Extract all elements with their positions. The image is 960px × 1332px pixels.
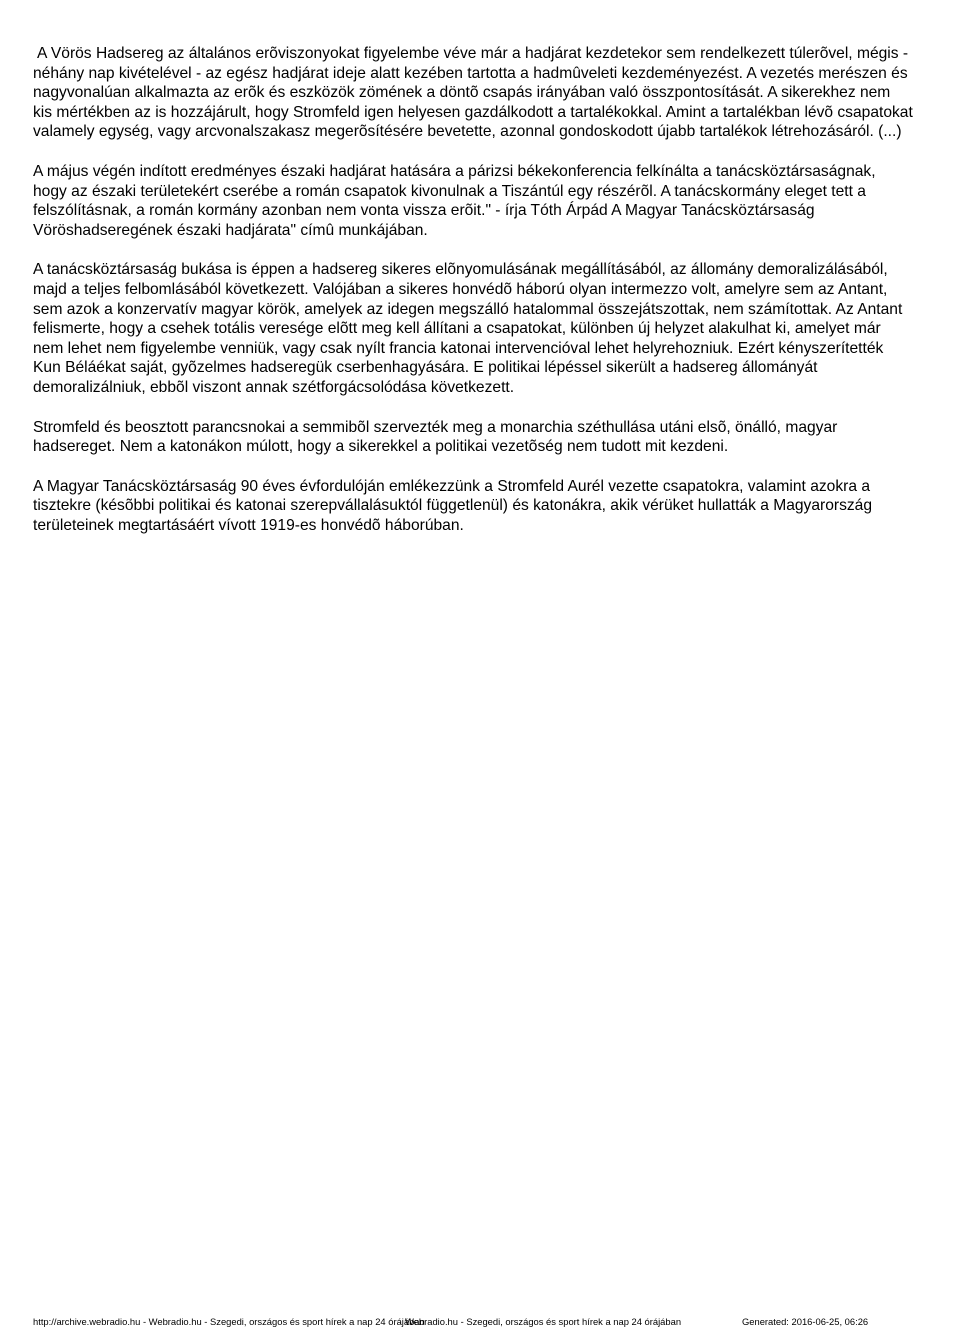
article-body (33, 44, 913, 555)
article-paragraph: A május végén indított eredményes északi hadjárat hatására a párizsi békekonferencia felkínálta a tanácsköztársaságnak, hogy az északi területekért cserébe a román csapatok kivonulnak a Tiszántúl egy részérõl. A tanácskormány eleget tett a felszólításnak, a román kormány azonban nem vonta vissza erõit." - írja Tóth Árpád A Magyar Tanácsköztársaság Vöröshadseregének északi hadjárata" címû munkájában. (33, 162, 876, 239)
footer-source-url: http://archive.webradio.hu - Webradio.hu - Szegedi, országos és sport hírek a nap 24 órájában (33, 1316, 425, 1327)
footer-site-title: Webradio.hu - Szegedi, országos és sport hírek a nap 24 órájában (405, 1316, 682, 1327)
page-footer (33, 1316, 913, 1330)
article-paragraph: A tanácsköztársaság bukása is éppen a hadsereg sikeres elõnyomulásának megállításából, az állomány demoralizálásából, majd a teljes felbomlásából következett. Valójában a sikeres honvédõ háború olyan intermezzo volt, amelyre sem az Antant, sem azok a konzervatív magyar körök, amelyek az idegen megszálló hatalommal összejátszottak, nem számítottak. Az Antant felismerte, hogy a csehek totális veresége elõtt meg kell állítani a csapatokat, különben új helyzet alakulhat ki, amelyet már nem lehet nem figyelembe venniük, vagy csak nyílt francia katonai intervencióval lehet helyrehozniuk. Ezért kényszerítették Kun Béláékat saját, gyõzelmes hadseregük cserbenhagyására. E politikai lépéssel sikerült a hadsereg állományát demoralizálniuk, ebbõl viszont annak szétforgácsolódása következett. (33, 261, 903, 396)
article-paragraph: A Magyar Tanácsköztársaság 90 éves évfordulóján emlékezzünk a Stromfeld Aurél vezette csapatokra, valamint azokra a tisztekre (késõbbi politikai és katonai szerepvállalásuktól függetlenül) és katonákra, akik vérüket hullatták a Magyarország területeinek megtartásáért vívott 1919-es honvédõ háborúban. (33, 477, 873, 534)
footer-generated-date: Generated: 2016-06-25, 06:26 (742, 1316, 869, 1327)
article-paragraph: Stromfeld és beosztott parancsnokai a semmibõl szervezték meg a monarchia széthullása utáni elsõ, önálló, magyar hadsereget. Nem a katonákon múlott, hogy a sikerekkel a politikai vezetõség nem tudott mit kezdeni. (33, 418, 838, 456)
article-paragraph: A Vörös Hadsereg az általános erõviszonyokat figyelembe véve már a hadjárat kezdetekor sem rendelkezett túlerõvel, mégis - néhány nap kivételével - az egész hadjárat ideje alatt kezében tartotta a hadmûveleti kezdeményezést. A vezetés merészen és nagyvonalúan alkalmazta az erõk és eszközök zömének a döntõ csapás irányában való összpontosítását. A sikerekhez nem kis mértékben az is hozzájárult, hogy Stromfeld igen helyesen gazdálkodott a tartalékokkal. Amint a tartalékban lévõ csapatokat valamely egység, vagy arcvonalszakasz megerõsítésére bevetette, azonnal gondoskodott újabb tartalékok létrehozásáról. (...) (33, 45, 913, 141)
